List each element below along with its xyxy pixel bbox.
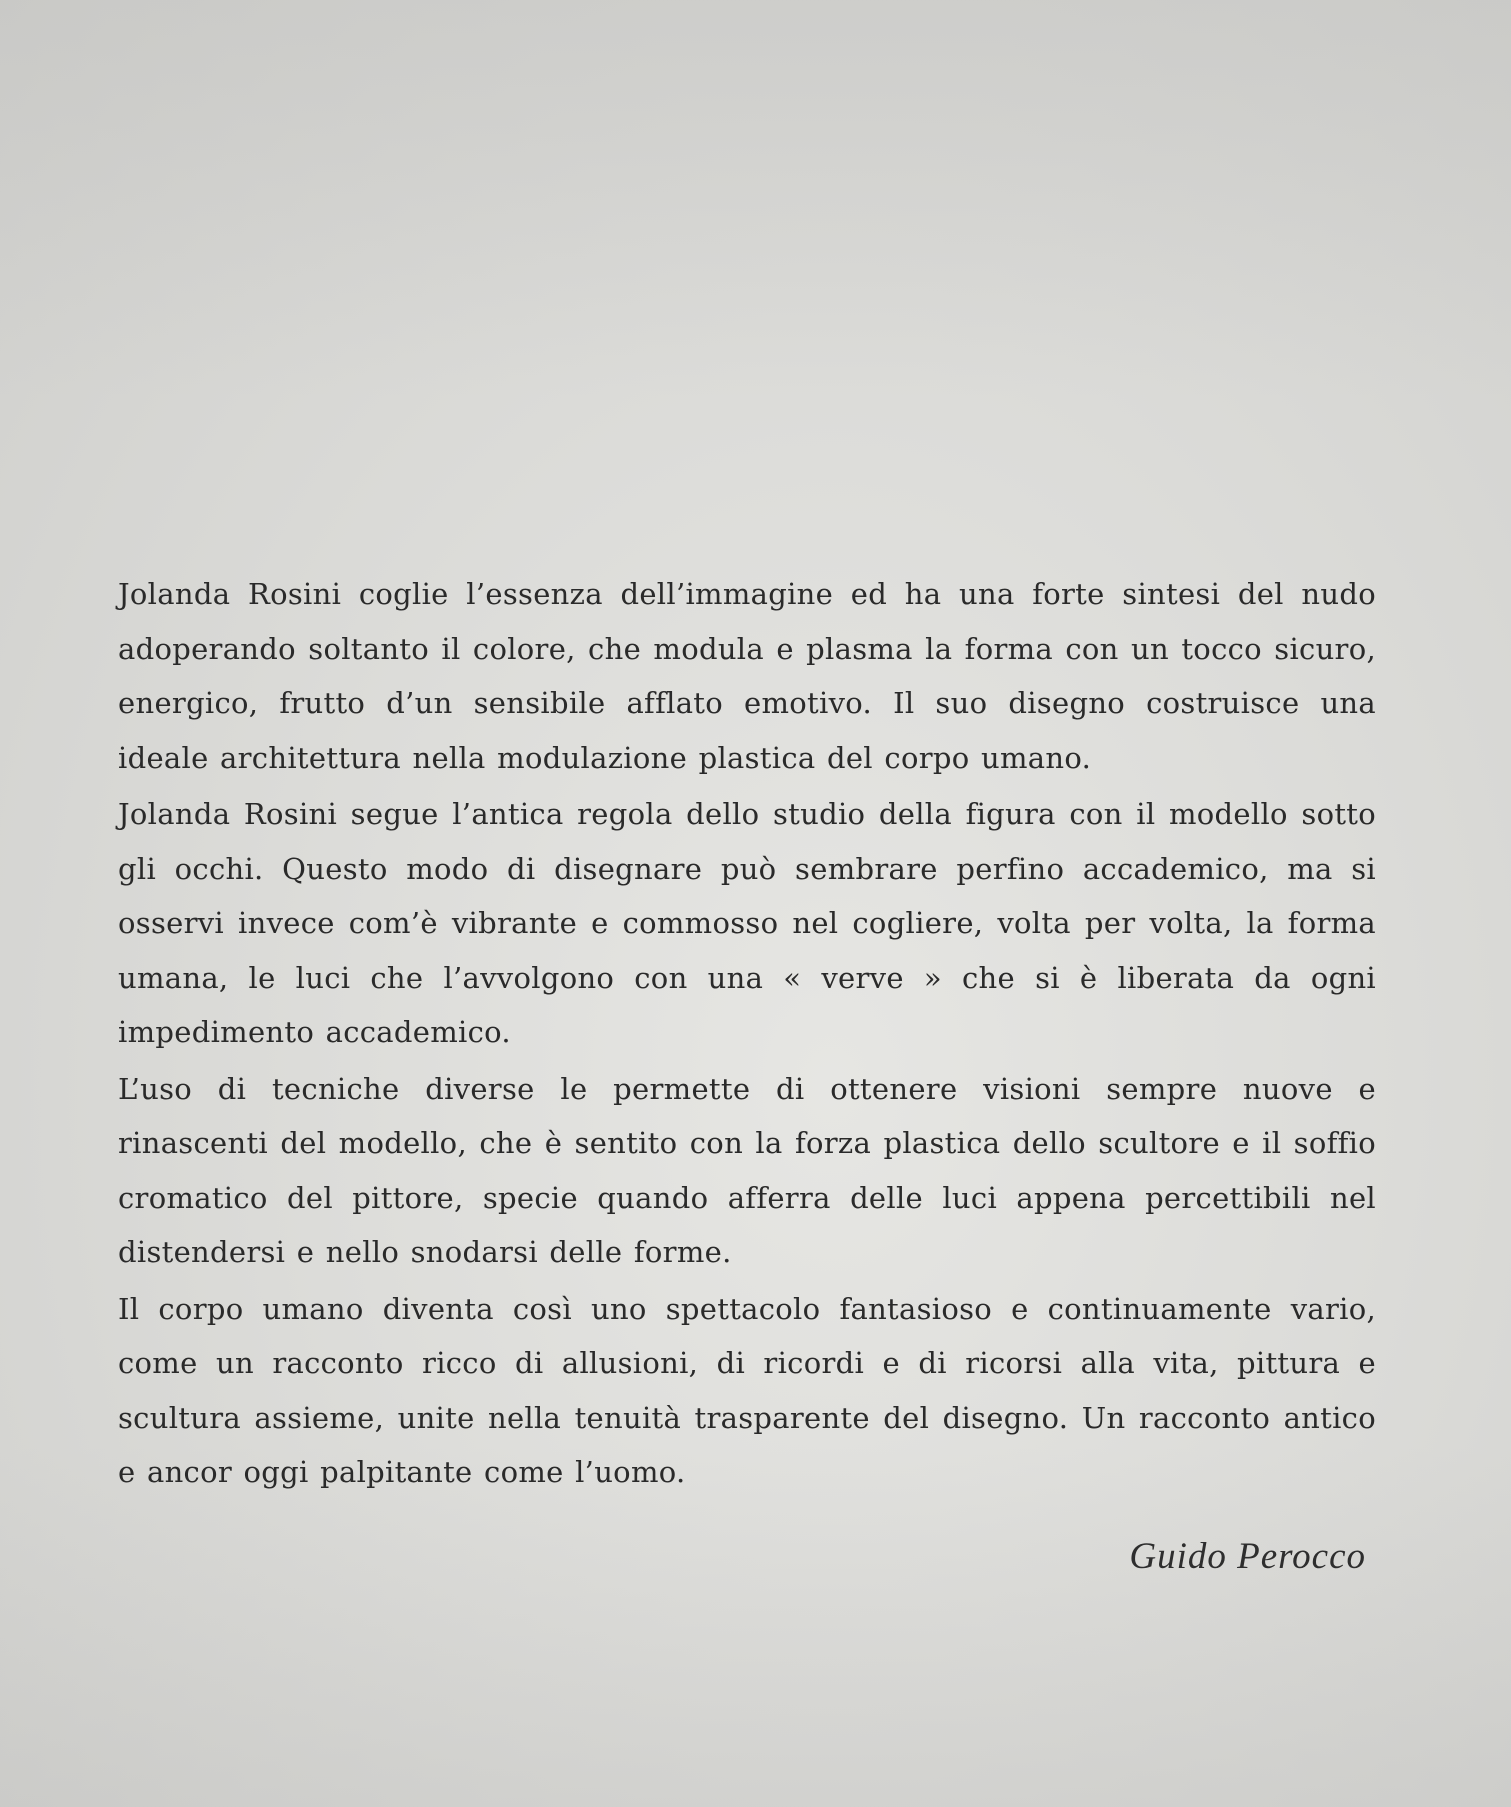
paragraph-1: Jolanda Rosini coglie l’essenza dell’immagine ed ha una forte sintesi del nudo adoperando soltanto il colore, che modula e plasma la forma con un tocco sicuro, energico, frutto d’un sensibile afflato emotivo. Il suo disegno costruisce una ideale architettura nella modulazione plastica del corpo umano.: [118, 577, 1376, 775]
paragraph-3: L’uso di tecniche diverse le permette di ottenere visioni sempre nuove e rinascenti del modello, che è sentito con la forza plastica dello scultore e il soffio cromatico del pittore, specie quando afferra delle luci appena percettibili nel distendersi e nello snodarsi delle forme.: [118, 1071, 1376, 1269]
paragraph-4: Il corpo umano diventa così uno spettacolo fantasioso e continuamente vario, come un racconto ricco di allusioni, di ricordi e di ricorsi alla vita, pittura e scultura assieme, unite nella tenuità trasparente del disegno. Un racconto antico e ancor oggi palpitante come l’uomo.: [118, 1291, 1376, 1489]
article-body: [118, 567, 1376, 1502]
author-signature: Guido Perocco: [1129, 1536, 1366, 1577]
paragraph-2: Jolanda Rosini segue l’antica regola dello studio della figura con il modello sotto gli occhi. Questo modo di disegnare può sembrare perfino accademico, ma si osservi invece com’è vibrante e commosso nel cogliere, volta per volta, la forma umana, le luci che l’avvolgono con una « verve » che si è liberata da ogni impedimento accademico.: [118, 797, 1376, 1049]
